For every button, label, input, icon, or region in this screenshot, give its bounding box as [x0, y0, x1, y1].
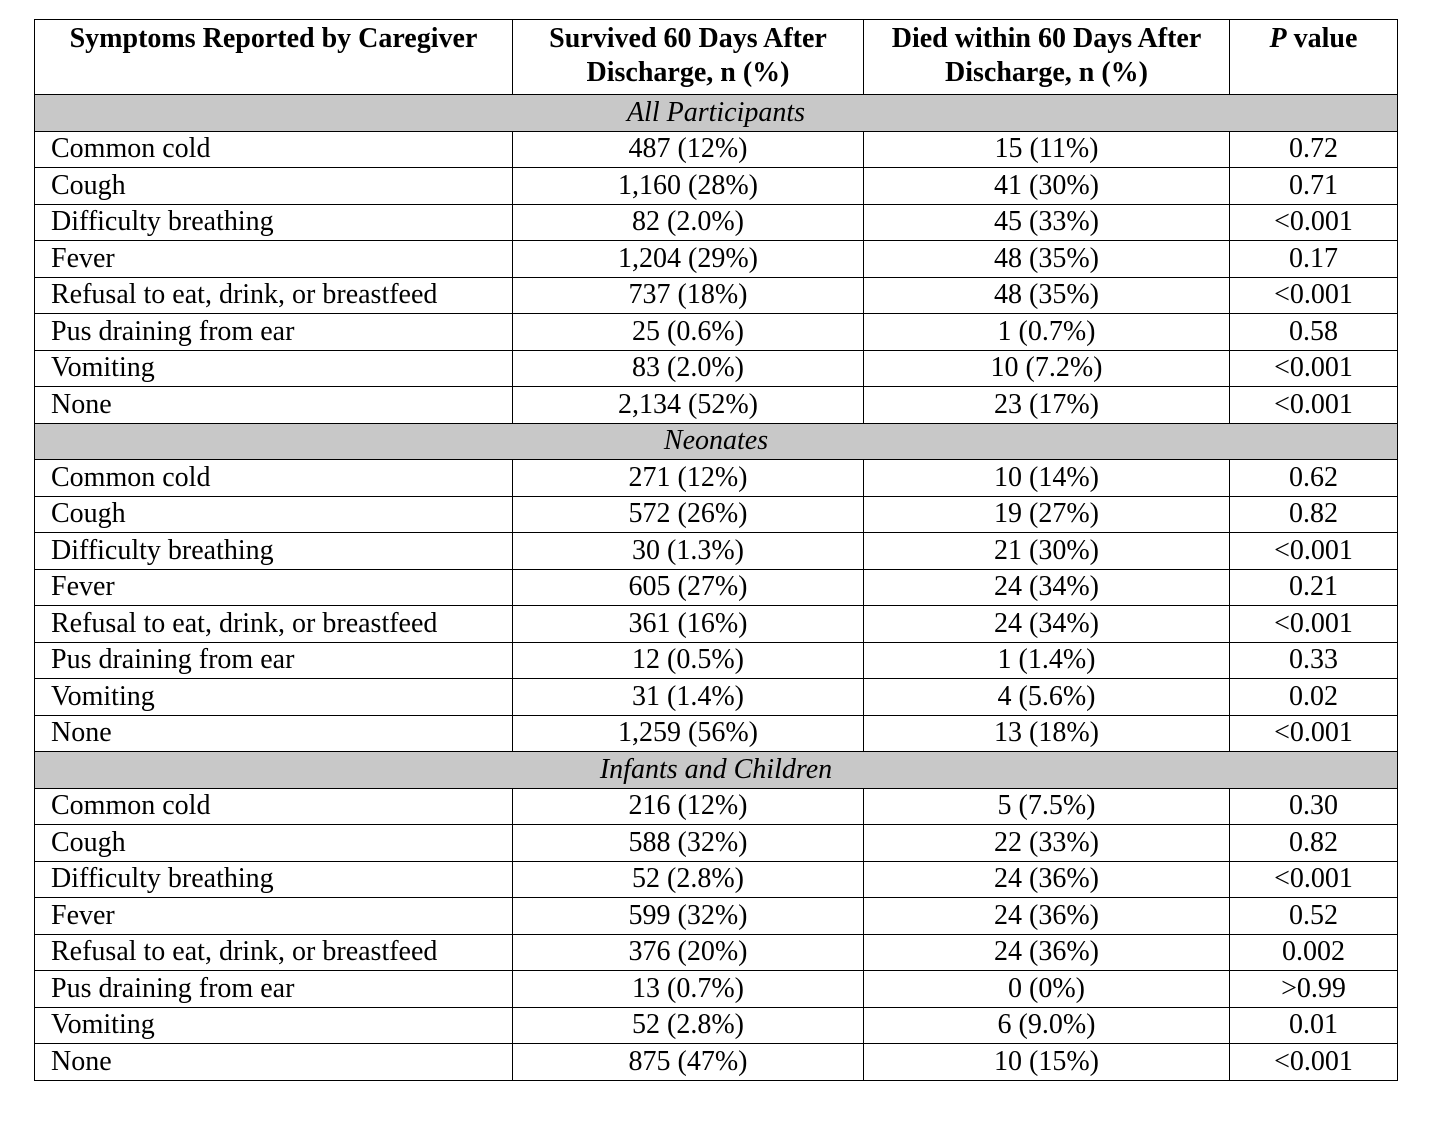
- table-row: [35, 350, 1398, 387]
- p-value-cell: 0.52: [1230, 898, 1398, 935]
- survived-cell: 83 (2.0%): [513, 350, 864, 387]
- survived-cell: 1,204 (29%): [513, 241, 864, 278]
- p-value-cell: 0.17: [1230, 241, 1398, 278]
- survived-cell: 82 (2.0%): [513, 204, 864, 241]
- died-cell: 24 (36%): [864, 861, 1230, 898]
- survived-cell: 52 (2.8%): [513, 861, 864, 898]
- p-value-cell: <0.001: [1230, 387, 1398, 424]
- died-cell: 5 (7.5%): [864, 788, 1230, 825]
- table-row: [35, 533, 1398, 570]
- table-row: [35, 387, 1398, 424]
- symptom-cell: Common cold: [35, 788, 513, 825]
- symptom-cell: Pus draining from ear: [35, 314, 513, 351]
- died-cell: 24 (34%): [864, 606, 1230, 643]
- header-survived: [513, 20, 864, 95]
- survived-cell: 2,134 (52%): [513, 387, 864, 424]
- table-row: [35, 569, 1398, 606]
- p-value-cell: 0.72: [1230, 131, 1398, 168]
- survived-cell: 588 (32%): [513, 825, 864, 862]
- header-symptoms-text: Symptoms Reported by Caregiver: [69, 23, 478, 54]
- table-row: [35, 606, 1398, 643]
- died-cell: 10 (15%): [864, 1044, 1230, 1081]
- header-symptoms: [35, 20, 513, 95]
- survived-cell: 605 (27%): [513, 569, 864, 606]
- section-title: Neonates: [35, 423, 1398, 460]
- died-cell: 10 (7.2%): [864, 350, 1230, 387]
- died-cell: 1 (1.4%): [864, 642, 1230, 679]
- symptom-cell: Refusal to eat, drink, or breastfeed: [35, 277, 513, 314]
- survived-cell: 1,259 (56%): [513, 715, 864, 752]
- p-value-cell: 0.01: [1230, 1007, 1398, 1044]
- died-cell: 48 (35%): [864, 277, 1230, 314]
- symptom-cell: Common cold: [35, 131, 513, 168]
- symptom-cell: Refusal to eat, drink, or breastfeed: [35, 934, 513, 971]
- table-body: [35, 95, 1398, 1081]
- p-value-cell: <0.001: [1230, 861, 1398, 898]
- died-cell: 10 (14%): [864, 460, 1230, 497]
- p-value-cell: <0.001: [1230, 533, 1398, 570]
- symptom-cell: Difficulty breathing: [35, 533, 513, 570]
- p-value-cell: 0.33: [1230, 642, 1398, 679]
- table-row: [35, 898, 1398, 935]
- table-row: [35, 131, 1398, 168]
- died-cell: 4 (5.6%): [864, 679, 1230, 716]
- table-row: [35, 934, 1398, 971]
- symptom-cell: Cough: [35, 825, 513, 862]
- table-row: [35, 861, 1398, 898]
- survived-cell: 737 (18%): [513, 277, 864, 314]
- survived-cell: 572 (26%): [513, 496, 864, 533]
- survived-cell: 875 (47%): [513, 1044, 864, 1081]
- p-value-cell: 0.82: [1230, 496, 1398, 533]
- section-title: Infants and Children: [35, 752, 1398, 789]
- header-survived-text: Survived 60 Days After Discharge, n (%): [549, 23, 827, 88]
- died-cell: 0 (0%): [864, 971, 1230, 1008]
- symptom-cell: Difficulty breathing: [35, 861, 513, 898]
- table-row: [35, 715, 1398, 752]
- symptom-cell: Pus draining from ear: [35, 971, 513, 1008]
- survived-cell: 13 (0.7%): [513, 971, 864, 1008]
- died-cell: 6 (9.0%): [864, 1007, 1230, 1044]
- died-cell: 41 (30%): [864, 168, 1230, 205]
- table-row: [35, 642, 1398, 679]
- symptom-cell: Common cold: [35, 460, 513, 497]
- survived-cell: 361 (16%): [513, 606, 864, 643]
- symptom-cell: Refusal to eat, drink, or breastfeed: [35, 606, 513, 643]
- p-value-cell: 0.30: [1230, 788, 1398, 825]
- table-row: [35, 277, 1398, 314]
- symptom-cell: Pus draining from ear: [35, 642, 513, 679]
- died-cell: 45 (33%): [864, 204, 1230, 241]
- died-cell: 23 (17%): [864, 387, 1230, 424]
- died-cell: 24 (34%): [864, 569, 1230, 606]
- table-row: [35, 460, 1398, 497]
- survived-cell: 216 (12%): [513, 788, 864, 825]
- header-p-italic: P: [1269, 23, 1287, 54]
- p-value-cell: 0.58: [1230, 314, 1398, 351]
- symptom-cell: Cough: [35, 496, 513, 533]
- table-row: [35, 788, 1398, 825]
- died-cell: 1 (0.7%): [864, 314, 1230, 351]
- symptom-cell: Fever: [35, 569, 513, 606]
- symptom-cell: None: [35, 715, 513, 752]
- survived-cell: 271 (12%): [513, 460, 864, 497]
- died-cell: 15 (11%): [864, 131, 1230, 168]
- p-value-cell: 0.71: [1230, 168, 1398, 205]
- symptom-cell: Vomiting: [35, 350, 513, 387]
- symptom-cell: Difficulty breathing: [35, 204, 513, 241]
- p-value-cell: <0.001: [1230, 606, 1398, 643]
- table-row: [35, 314, 1398, 351]
- p-value-cell: 0.62: [1230, 460, 1398, 497]
- header-died-text: Died within 60 Days After Discharge, n (%): [891, 23, 1202, 88]
- symptom-cell: None: [35, 1044, 513, 1081]
- header-row: [35, 20, 1398, 95]
- symptom-cell: None: [35, 387, 513, 424]
- table-row: [35, 168, 1398, 205]
- p-value-cell: >0.99: [1230, 971, 1398, 1008]
- p-value-cell: <0.001: [1230, 277, 1398, 314]
- table-row: [35, 496, 1398, 533]
- table-row: [35, 679, 1398, 716]
- died-cell: 13 (18%): [864, 715, 1230, 752]
- died-cell: 24 (36%): [864, 934, 1230, 971]
- symptoms-table: [34, 19, 1398, 1081]
- symptom-cell: Vomiting: [35, 679, 513, 716]
- section-header-row: [35, 95, 1398, 132]
- table-row: [35, 241, 1398, 278]
- survived-cell: 487 (12%): [513, 131, 864, 168]
- died-cell: 24 (36%): [864, 898, 1230, 935]
- p-value-cell: 0.82: [1230, 825, 1398, 862]
- survived-cell: 52 (2.8%): [513, 1007, 864, 1044]
- p-value-cell: 0.02: [1230, 679, 1398, 716]
- survived-cell: 376 (20%): [513, 934, 864, 971]
- survived-cell: 31 (1.4%): [513, 679, 864, 716]
- symptom-cell: Fever: [35, 241, 513, 278]
- header-p-rest: value: [1286, 23, 1358, 54]
- died-cell: 19 (27%): [864, 496, 1230, 533]
- p-value-cell: 0.002: [1230, 934, 1398, 971]
- p-value-cell: <0.001: [1230, 204, 1398, 241]
- symptom-cell: Vomiting: [35, 1007, 513, 1044]
- died-cell: 22 (33%): [864, 825, 1230, 862]
- section-header-row: [35, 752, 1398, 789]
- survived-cell: 1,160 (28%): [513, 168, 864, 205]
- survived-cell: 12 (0.5%): [513, 642, 864, 679]
- survived-cell: 599 (32%): [513, 898, 864, 935]
- died-cell: 48 (35%): [864, 241, 1230, 278]
- died-cell: 21 (30%): [864, 533, 1230, 570]
- table-row: [35, 825, 1398, 862]
- symptom-cell: Cough: [35, 168, 513, 205]
- table-row: [35, 204, 1398, 241]
- p-value-cell: 0.21: [1230, 569, 1398, 606]
- table-row: [35, 971, 1398, 1008]
- survived-cell: 30 (1.3%): [513, 533, 864, 570]
- section-title: All Participants: [35, 95, 1398, 132]
- header-died: [864, 20, 1230, 95]
- header-p-value: [1230, 20, 1398, 95]
- table-row: [35, 1007, 1398, 1044]
- survived-cell: 25 (0.6%): [513, 314, 864, 351]
- symptom-cell: Fever: [35, 898, 513, 935]
- p-value-cell: <0.001: [1230, 715, 1398, 752]
- p-value-cell: <0.001: [1230, 350, 1398, 387]
- section-header-row: [35, 423, 1398, 460]
- table-row: [35, 1044, 1398, 1081]
- p-value-cell: <0.001: [1230, 1044, 1398, 1081]
